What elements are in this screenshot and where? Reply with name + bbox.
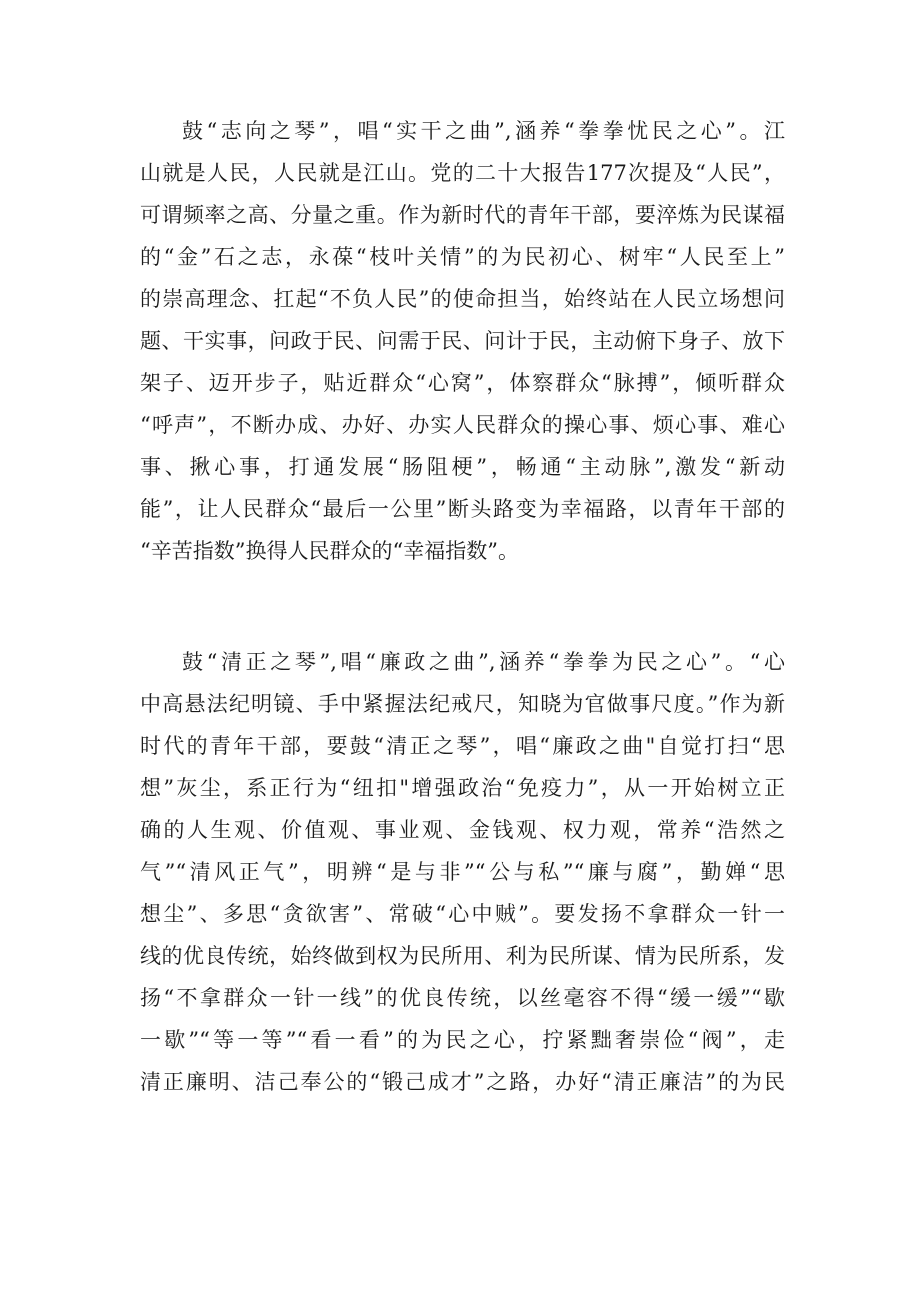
paragraph-line: 气”“清风正气”，明辨“是与非”“公与私”“廉与腐”，勤婵“思 <box>140 860 785 884</box>
paragraph-line: 的“金”石之志，永葆“枝叶关情”的为民初心、树牢“人民至上” <box>140 245 785 269</box>
paragraph-1 <box>140 110 785 572</box>
paragraph-line: 架子、迈开步子，贴近群众“心窝”，体察群众“脉搏”，倾听群众 <box>140 371 785 395</box>
paragraph-line: 清正廉明、洁己奉公的“锻己成才”之路，办好“清正廉洁”的为民 <box>140 1070 785 1094</box>
paragraph-line: “辛苦指数”换得人民群众的“幸福指数”。 <box>140 539 519 563</box>
paragraph-line: 一歇”“等一等”“看一看”的为民之心，拧紧黜奢崇俭“阀”，走 <box>140 1028 785 1052</box>
paragraph-line: 确的人生观、价值观、事业观、金钱观、权力观，常养“浩然之 <box>140 818 785 842</box>
paragraph-line: 鼓“志向之琴”，唱“实干之曲”,涵养“拳拳忧民之心”。江 <box>182 119 785 143</box>
paragraph-line: 的崇高理念、扛起“不负人民”的使命担当，始终站在人民立场想问 <box>140 287 785 311</box>
paragraph-line: 题、干实事，问政于民、问需于民、问计于民，主动俯下身子、放下 <box>140 329 785 353</box>
paragraph-2 <box>140 641 785 1103</box>
paragraph-line: 想”灰尘，系正行为“纽扣"增强政治“免疫力”，从一开始树立正 <box>140 776 785 800</box>
paragraph-line: 中高悬法纪明镜、手中紧握法纪戒尺，知晓为官做事尺度。”作为新 <box>140 692 785 716</box>
paragraph-line: 事、揪心事，打通发展“肠阻梗”，畅通“主动脉”,激发“新动 <box>140 455 785 479</box>
paragraph-line: 鼓“清正之琴”,唱“廉政之曲”,涵养“拳拳为民之心”。“心 <box>182 650 785 674</box>
paragraph-line: 能”，让人民群众“最后一公里”断头路变为幸福路，以青年干部的 <box>140 497 785 521</box>
paragraph-line: 线的优良传统，始终做到权为民所用、利为民所谋、情为民所系，发 <box>140 944 785 968</box>
paragraph-line: 想尘”、多思“贪欲害”、常破“心中贼”。要发扬不拿群众一针一 <box>140 902 785 926</box>
paragraph-line: 可谓频率之高、分量之重。作为新时代的青年干部，要淬炼为民谋福 <box>140 203 785 227</box>
paragraph-line: 山就是人民，人民就是江山。党的二十大报告177次提及“人民”， <box>140 161 785 185</box>
paragraph-line: “呼声”，不断办成、办好、办实人民群众的操心事、烦心事、难心 <box>140 413 785 437</box>
paragraph-line: 时代的青年干部，要鼓“清正之琴”，唱“廉政之曲"自觉打扫“思 <box>140 734 785 758</box>
paragraph-line: 扬“不拿群众一针一线”的优良传统，以丝毫容不得“缓一缓”“歇 <box>140 986 785 1010</box>
